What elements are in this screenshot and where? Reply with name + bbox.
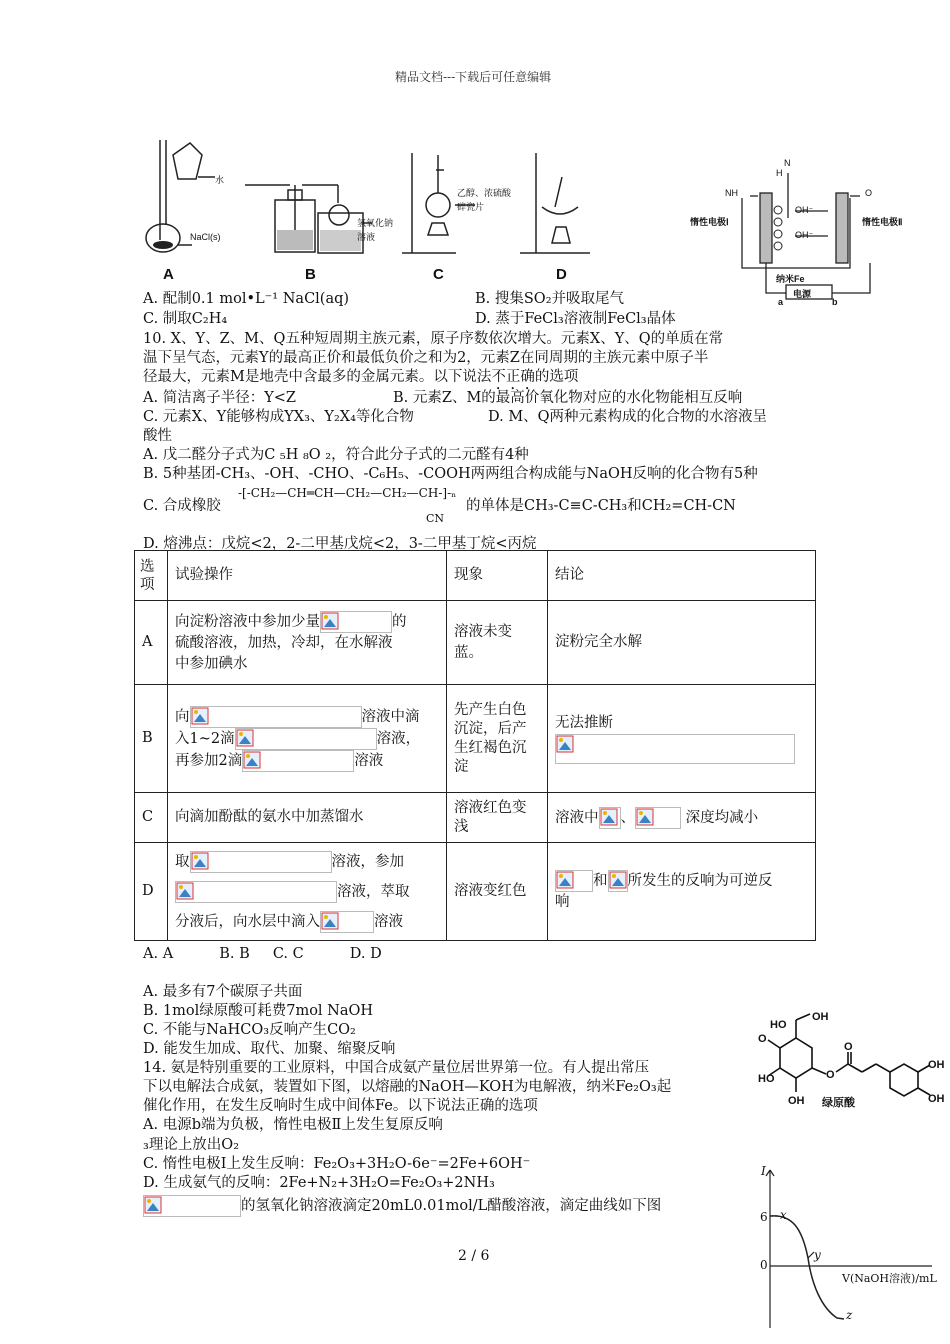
q10-option-c: C. 元素X、Y能够构成YX₃、Y₂X₄等化合物: [143, 409, 414, 425]
q14-line-2: 下以电解法合成氨，装置如下图，以熔融的NaOH—KOH为电解液，纳米Fe₂O₃起: [143, 1079, 672, 1095]
row-d-operation: 取 溶液，参加 溶液，萃取 分液后，向水层中滴入 溶液: [168, 843, 447, 941]
row-c-operation: 向滴加酚酞的氨水中加蒸馏水: [168, 793, 447, 843]
table-row: [135, 601, 816, 685]
image-placeholder: [320, 611, 392, 633]
svg-text:OH: OH: [812, 1011, 829, 1023]
oh-label-1: OH⁻: [795, 205, 814, 215]
graph-y-label: y: [814, 1248, 821, 1262]
q12-answers: A. A B. B C. C D. D: [143, 946, 382, 962]
naoh-label-2: 溶液: [357, 232, 376, 242]
q14-option-b: ₃理论上放出O₂: [143, 1137, 240, 1153]
fig-label-a: A: [163, 266, 174, 283]
svg-text:OH: OH: [928, 1059, 945, 1071]
svg-text:OH: OH: [928, 1093, 945, 1105]
terminal-a: a: [778, 297, 784, 307]
graph-six-label: 6: [760, 1210, 768, 1224]
row-a-conclusion: 淀粉完全水解: [548, 601, 816, 685]
image-placeholder: [555, 734, 795, 764]
image-placeholder: [175, 881, 337, 903]
n2-label: N: [784, 158, 791, 168]
image-placeholder: [190, 851, 332, 873]
terminal-b: b: [832, 297, 838, 307]
electrode-1-label: 惰性电极Ⅰ: [690, 217, 729, 227]
q14-option-a: A. 电源b端为负极，惰性电极Ⅱ上发生复原反响: [143, 1117, 443, 1133]
apparatus-figures: [140, 135, 600, 287]
row-a-operation: 向淀粉溶液中参加少量 的 硫酸溶液，加热，冷却，在水解液 中参加碘水: [168, 601, 447, 685]
table-row: [135, 843, 816, 941]
q9-option-b: B. 搜集SO₂并吸取尾气: [475, 291, 625, 307]
graph-x-label: x: [780, 1208, 787, 1222]
image-placeholder: [190, 706, 362, 728]
q10-option-b: B. 元素Z、M的最高价氧化物对应的水化物能相互反响: [393, 390, 743, 406]
image-placeholder: [242, 750, 354, 772]
image-placeholder: [235, 728, 377, 750]
svg-text:HO: HO: [770, 1019, 787, 1031]
o2-label: O: [865, 188, 873, 198]
oh-label-2: OH⁻: [795, 230, 814, 240]
q9-option-d: D. 蒸于FeCl₃溶液制FeCl₃晶体: [475, 311, 676, 327]
page-number: 2 / 6: [458, 1248, 490, 1264]
header-conclusion: 结论: [548, 551, 816, 601]
row-b-operation: 向 溶液中滴 入1~2滴 溶液， 再参加2滴 溶液: [168, 685, 447, 793]
image-placeholder: [599, 807, 621, 829]
fig-label-d: D: [556, 266, 567, 283]
q10-line-2: 温下呈气态，元素Y的最高正价和最低负价之和为2，元素Z在同周期的主族元素中原子半: [143, 350, 709, 366]
row-c-option: C: [135, 793, 168, 843]
q15-line: 的氢氧化钠溶液滴定20mL0.01mol/L醋酸溶液，滴定曲线如下图: [143, 1195, 661, 1217]
row-c-phenomenon: 溶液红色变浅: [447, 793, 548, 843]
q10-line-1: 10. X、Y、Z、M、Q五种短周期主族元素，原子序数依次增大。元素X、Y、Q的单质在常: [143, 331, 724, 347]
q14-option-d: D. 生成氨气的反响：2Fe+N₂+3H₂O=Fe₂O₃+2NH₃: [143, 1175, 495, 1191]
image-placeholder: [143, 1195, 241, 1217]
row-d-conclusion: 和 所发生的反响为可逆反 响: [548, 843, 816, 941]
q9-option-c: C. 制取C₂H₄: [143, 311, 228, 327]
svg-text:O: O: [844, 1041, 853, 1053]
header-phenomenon: 现象: [447, 551, 548, 601]
fig-label-c: C: [433, 266, 444, 283]
q11-option-a: A. 戊二醛分子式为C ₅H ₈O ₂，符合此分子式的二元醛有4种: [143, 447, 529, 463]
row-d-option: D: [135, 843, 168, 941]
q11-option-c-pre: C. 合成橡胶: [143, 498, 221, 514]
q13-option-b: B. 1mol绿原酸可耗费7mol NaOH: [143, 1003, 374, 1019]
rubber-formula: -[-CH₂—CH═CH—CH₂—CH₂—CH-]-ₙ: [238, 486, 457, 500]
header-operation: 试验操作: [168, 551, 447, 601]
graph-x-axis-label: V(NaOH溶液)/mL: [842, 1272, 937, 1285]
image-placeholder: [555, 870, 593, 892]
svg-text:OH: OH: [788, 1095, 805, 1107]
q11-option-b: B. 5种基团-CH₃、-OH、-CHO、-C₆H₅、-COOH两两组合构成能与NaOH反响的化合物有5种: [143, 466, 758, 482]
h2o-label: H: [776, 168, 783, 178]
graph-i-label: I: [761, 1164, 766, 1178]
q13-option-a: A. 最多有7个碳原子共面: [143, 984, 303, 1000]
page-header: 精品文档---下载后可任意编辑: [395, 70, 552, 84]
row-d-phenomenon: 溶液变红色: [447, 843, 548, 941]
header-option: 选项: [135, 551, 168, 601]
graph-zero-label: 0: [760, 1258, 768, 1272]
q9-option-a: A. 配制0.1 mol•L⁻¹ NaCl(aq): [143, 291, 350, 307]
svg-text:HO: HO: [758, 1073, 775, 1085]
graph-z-label: z: [846, 1308, 853, 1322]
row-b-phenomenon: 先产生白色沉淀，后产生红褐色沉淀: [447, 685, 548, 793]
q10-option-a: A. 简洁离子半径：Y<Z: [143, 390, 296, 406]
row-c-conclusion: 溶液中 、 深度均减小: [548, 793, 816, 843]
nh3-label: NH: [725, 188, 738, 198]
chlorogenic-acid-label: 绿原酸: [822, 1097, 855, 1109]
nacl-label: NaCl(s): [190, 232, 221, 242]
table-header-row: [135, 551, 816, 601]
q10-option-d-cont: 酸性: [143, 428, 172, 444]
svg-text:O: O: [758, 1033, 767, 1045]
q10-line-3: 径最大，元素M是地壳中含最多的金属元素。以下说法不正确的选项: [143, 369, 579, 385]
fig-label-b: B: [305, 266, 316, 283]
q11-option-d: D. 熔沸点：戊烷<2，2-二甲基戊烷<2，3-二甲基丁烷<丙烷: [143, 536, 537, 552]
nano-fe-label: 纳米Fe: [776, 274, 805, 284]
experiment-table: [134, 550, 816, 941]
q10-option-d: D. M、Q两种元素构成的化合物的水溶液呈: [488, 409, 768, 425]
power-label: 电源: [793, 289, 812, 299]
image-placeholder: [320, 911, 374, 933]
water-label: 水: [215, 175, 225, 185]
svg-text:O: O: [826, 1069, 835, 1081]
ethanol-label-2: 碎瓷片: [457, 202, 485, 212]
naoh-label-1: 氢氧化钠: [357, 218, 394, 228]
q11-option-c-post: 的单体是CH₃-C≡C-CH₃和CH₂=CH-CN: [466, 498, 736, 514]
row-b-option: B: [135, 685, 168, 793]
table-row: [135, 793, 816, 843]
table-row: [135, 685, 816, 793]
rubber-formula-cn: CN: [426, 512, 445, 525]
image-placeholder: [608, 870, 628, 892]
q13-option-c: C. 不能与NaHCO₃反响产生CO₂: [143, 1022, 356, 1038]
q13-option-d: D. 能发生加成、取代、加聚、缩聚反响: [143, 1041, 396, 1057]
q14-line-1: 14. 氨是特别重要的工业原料，中国合成氨产量位居世界第一位。有人提出常压: [143, 1060, 650, 1076]
image-placeholder: [635, 807, 681, 829]
row-a-phenomenon: 溶液未变蓝。: [447, 601, 548, 685]
electrode-2-label: 惰性电极Ⅱ: [862, 217, 903, 227]
q14-option-c: C. 惰性电极Ⅰ上发生反响：Fe₂O₃+3H₂O-6e⁻=2Fe+6OH⁻: [143, 1156, 531, 1172]
row-a-option: A: [135, 601, 168, 685]
q14-line-3: 催化作用，在发生反响时生成中间体Fe。以下说法正确的选项: [143, 1098, 538, 1114]
ethanol-label-1: 乙醇、浓硫酸: [457, 188, 512, 198]
row-b-conclusion: 无法推断: [548, 685, 816, 793]
